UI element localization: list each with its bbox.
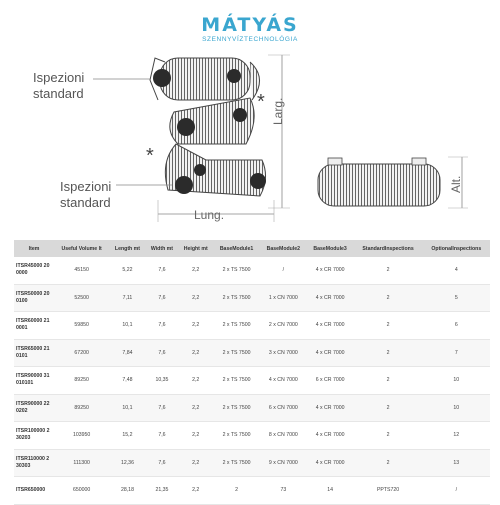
table-cell: 2 x TS 7500 — [213, 422, 260, 450]
table-cell: 2 — [354, 394, 423, 422]
table-row — [14, 312, 490, 340]
table-cell: 7,6 — [146, 257, 179, 284]
label-width: Larg. — [271, 97, 285, 125]
item-code: ITSR60000 210001 — [14, 312, 54, 340]
table-cell: 4 x CR 7000 — [307, 394, 354, 422]
table-cell: 7 — [423, 339, 490, 367]
table-cell: 2 x TS 7500 — [213, 257, 260, 284]
table-cell: 7,6 — [146, 284, 179, 312]
label-top-inspections-line2: standard — [33, 86, 84, 101]
label-bottom-inspections-line2: standard — [60, 195, 111, 210]
table-cell: 14 — [307, 477, 354, 505]
table-cell: 9 x CN 7000 — [260, 449, 307, 477]
table-cell: 4 x CR 7000 — [307, 422, 354, 450]
label-height: Alt. — [449, 175, 463, 193]
table-cell: 10,35 — [146, 367, 179, 395]
table-cell: 10 — [423, 394, 490, 422]
item-code: ITSR50000 200100 — [14, 284, 54, 312]
column-header: Item — [14, 240, 54, 257]
label-top-inspections-line1: Ispezioni — [33, 70, 85, 85]
item-code: ITSR650000 — [14, 477, 54, 505]
table-cell: 2 x TS 7500 — [213, 284, 260, 312]
table-row — [14, 284, 490, 312]
table-cell: 2,2 — [178, 284, 213, 312]
table-cell: 103950 — [54, 422, 109, 450]
table-cell: 650000 — [54, 477, 109, 505]
table-cell: 2 — [354, 339, 423, 367]
label-bottom-inspections-line1: Ispezioni — [60, 179, 112, 194]
table-cell: 2,2 — [178, 367, 213, 395]
table-cell: 1 x CN 7000 — [260, 284, 307, 312]
table-cell: 2 — [354, 367, 423, 395]
item-code: ITSR100000 230203 — [14, 422, 54, 450]
column-header: BaseModule2 — [260, 240, 307, 257]
table-cell: 52500 — [54, 284, 109, 312]
table-cell: 111300 — [54, 449, 109, 477]
table-cell: 2 — [354, 449, 423, 477]
table-cell: 6 x CN 7000 — [260, 394, 307, 422]
table-cell: 2 — [354, 257, 423, 284]
column-header: BaseModule1 — [213, 240, 260, 257]
table-cell: 12 — [423, 422, 490, 450]
table-cell: 2 — [213, 477, 260, 505]
table-row — [14, 339, 490, 367]
table-cell: 4 x CR 7000 — [307, 339, 354, 367]
table-cell: 4 x CN 7000 — [260, 367, 307, 395]
brand-name: MÁTYÁS — [201, 14, 299, 36]
table-cell: 45150 — [54, 257, 109, 284]
table-cell: 7,6 — [146, 394, 179, 422]
table-cell: 2 — [354, 422, 423, 450]
table-cell: 73 — [260, 477, 307, 505]
table-cell: 7,11 — [109, 284, 145, 312]
table-cell: 10,1 — [109, 312, 145, 340]
table-cell: 4 x CR 7000 — [307, 257, 354, 284]
item-code: ITSR90000 220202 — [14, 394, 54, 422]
brand-tagline: SZENNYVÍZTECHNOLÓGIA — [202, 36, 298, 43]
column-header: Useful Volume lt — [54, 240, 109, 257]
tank-side-view — [318, 158, 440, 206]
table-cell: 2 — [354, 312, 423, 340]
table-cell: 2 x TS 7500 — [213, 394, 260, 422]
label-bottom-inspections — [60, 179, 111, 211]
table-cell: 2,2 — [178, 312, 213, 340]
table-cell: 4 x CR 7000 — [307, 312, 354, 340]
table-cell: 10 — [423, 367, 490, 395]
spec-table — [14, 240, 490, 505]
table-cell: 7,48 — [109, 367, 145, 395]
table-cell: 4 x CR 7000 — [307, 449, 354, 477]
table-cell: 6 x CR 7000 — [307, 367, 354, 395]
table-cell: 5,22 — [109, 257, 145, 284]
table-cell: 7,6 — [146, 312, 179, 340]
table-row — [14, 394, 490, 422]
table-cell: / — [423, 477, 490, 505]
column-header: BaseModule3 — [307, 240, 354, 257]
tank-middle-row — [170, 98, 254, 144]
table-row — [14, 422, 490, 450]
item-code: ITSR110000 230303 — [14, 449, 54, 477]
table-cell: 12,36 — [109, 449, 145, 477]
table-row — [14, 257, 490, 284]
table-cell: 8 x CN 7000 — [260, 422, 307, 450]
item-code: ITSR90000 31010101 — [14, 367, 54, 395]
table-cell: 7,6 — [146, 449, 179, 477]
tank-bottom-row — [165, 144, 266, 196]
table-cell: 4 x CR 7000 — [307, 284, 354, 312]
table-cell: 2,2 — [178, 449, 213, 477]
tank-top-row — [150, 58, 250, 100]
table-row — [14, 367, 490, 395]
table-cell: 3 x CN 7000 — [260, 339, 307, 367]
table-cell: 4 — [423, 257, 490, 284]
column-header: Height mt — [178, 240, 213, 257]
label-length: Lung. — [194, 208, 225, 222]
table-cell: 28,18 — [109, 477, 145, 505]
table-cell: 5 — [423, 284, 490, 312]
table-cell: 2,2 — [178, 477, 213, 505]
table-cell: 67200 — [54, 339, 109, 367]
asterisk-mark-top: * — [257, 91, 265, 113]
table-cell: 13 — [423, 449, 490, 477]
table-cell: 2,2 — [178, 339, 213, 367]
column-header: Width mt — [146, 240, 179, 257]
table-cell: 2 x TS 7500 — [213, 449, 260, 477]
table-cell: 10,1 — [109, 394, 145, 422]
table-cell: 6 — [423, 312, 490, 340]
column-header: OptionalInspections — [423, 240, 490, 257]
table-cell: 7,6 — [146, 422, 179, 450]
table-cell: 7,6 — [146, 339, 179, 367]
item-code: ITSR45000 200000 — [14, 257, 54, 284]
table-cell: PPTS720 — [354, 477, 423, 505]
column-header: Length mt — [109, 240, 145, 257]
table-cell: 2 x TS 7500 — [213, 312, 260, 340]
table-cell: 2 x TS 7500 — [213, 339, 260, 367]
item-code: ITSR65000 210101 — [14, 339, 54, 367]
table-cell: 59850 — [54, 312, 109, 340]
table-cell: 2 — [354, 284, 423, 312]
table-row — [14, 449, 490, 477]
table-cell: 7,84 — [109, 339, 145, 367]
table-header-row — [14, 240, 490, 257]
table-cell: 2,2 — [178, 422, 213, 450]
table-cell: 15,2 — [109, 422, 145, 450]
table-cell: 89250 — [54, 394, 109, 422]
table-cell: 2,2 — [178, 394, 213, 422]
column-header: StandardInspections — [354, 240, 423, 257]
asterisk-mark-left: * — [146, 145, 154, 167]
table-cell: 2 x TS 7500 — [213, 367, 260, 395]
table-cell: 2 x CN 7000 — [260, 312, 307, 340]
table-cell: 2,2 — [178, 257, 213, 284]
label-top-inspections — [33, 70, 84, 102]
table-cell: 21,35 — [146, 477, 179, 505]
table-cell: / — [260, 257, 307, 284]
table-cell: 89250 — [54, 367, 109, 395]
